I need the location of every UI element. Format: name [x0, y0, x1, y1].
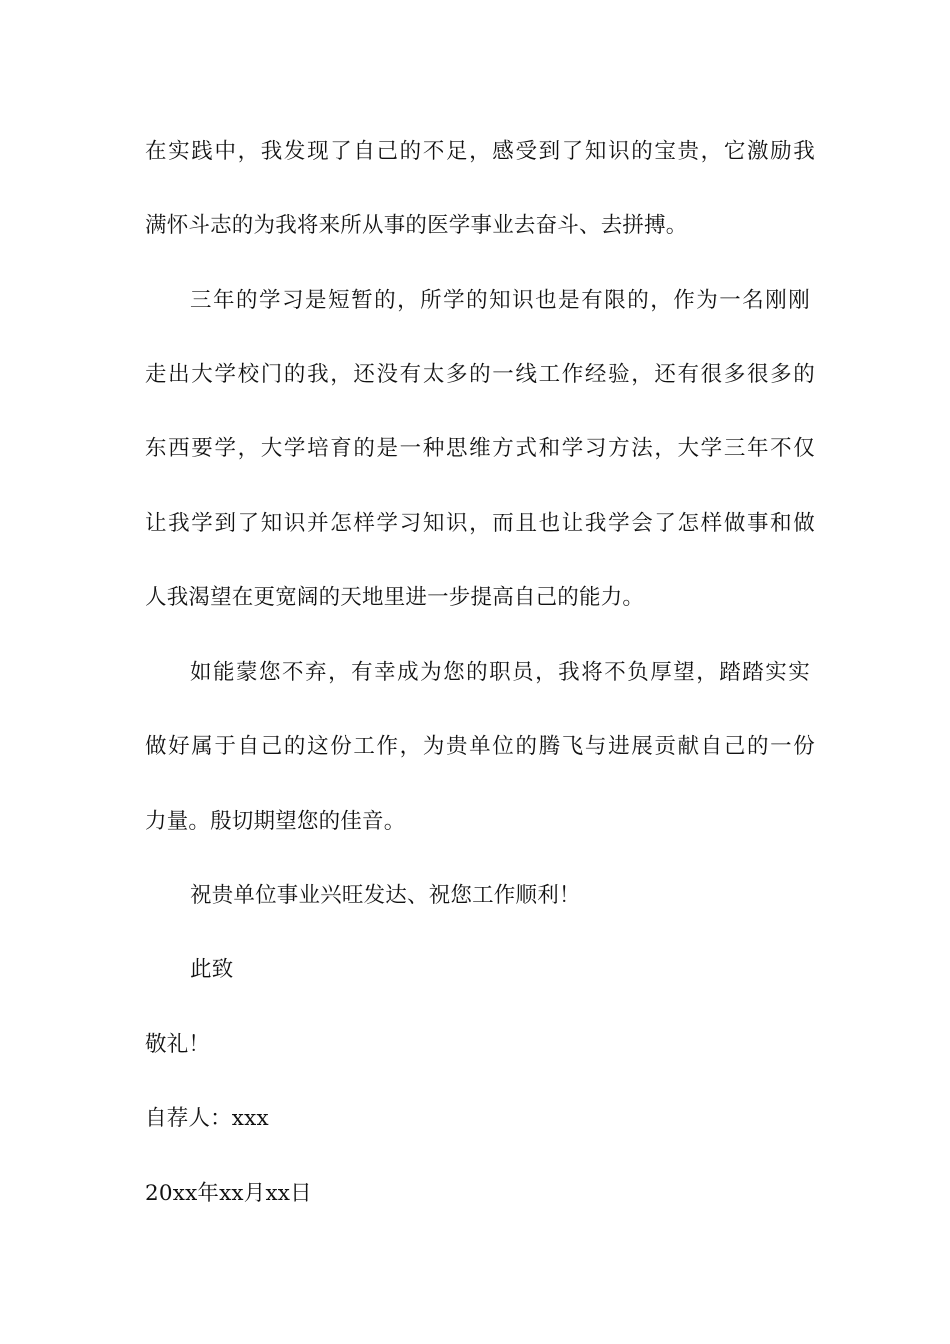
- paragraph-line: 走出大学校门的我，还没有太多的一线工作经验，还有很多很多的: [145, 362, 815, 387]
- date-line: 20xx年xx月xx日: [145, 1181, 312, 1206]
- closing-wish: 祝贵单位事业兴旺发达、祝您工作顺利！: [190, 883, 581, 908]
- salutation-jingli: 敬礼！: [145, 1032, 211, 1057]
- paragraph-line: 东西要学，大学培育的是一种思维方式和学习方法，大学三年不仅: [145, 436, 815, 461]
- signature-line: 自荐人：xxx: [145, 1106, 269, 1131]
- paragraph-line: 满怀斗志的为我将来所从事的医学事业去奋斗、去拼搏。: [145, 213, 688, 238]
- salutation-cizhi: 此致: [190, 957, 234, 982]
- paragraph-line: 三年的学习是短暂的，所学的知识也是有限的，作为一名刚刚: [190, 288, 810, 313]
- paragraph-line: 人我渴望在更宽阔的天地里进一步提高自己的能力。: [145, 585, 645, 610]
- paragraph-line: 做好属于自己的这份工作，为贵单位的腾飞与进展贡献自己的一份: [145, 734, 815, 759]
- paragraph-line: 在实践中，我发现了自己的不足，感受到了知识的宝贵，它激励我: [145, 139, 815, 164]
- paragraph-line: 力量。殷切期望您的佳音。: [145, 809, 406, 834]
- paragraph-line: 如能蒙您不弃，有幸成为您的职员，我将不负厚望，踏踏实实: [190, 660, 810, 685]
- paragraph-line: 让我学到了知识并怎样学习知识，而且也让我学会了怎样做事和做: [145, 511, 815, 536]
